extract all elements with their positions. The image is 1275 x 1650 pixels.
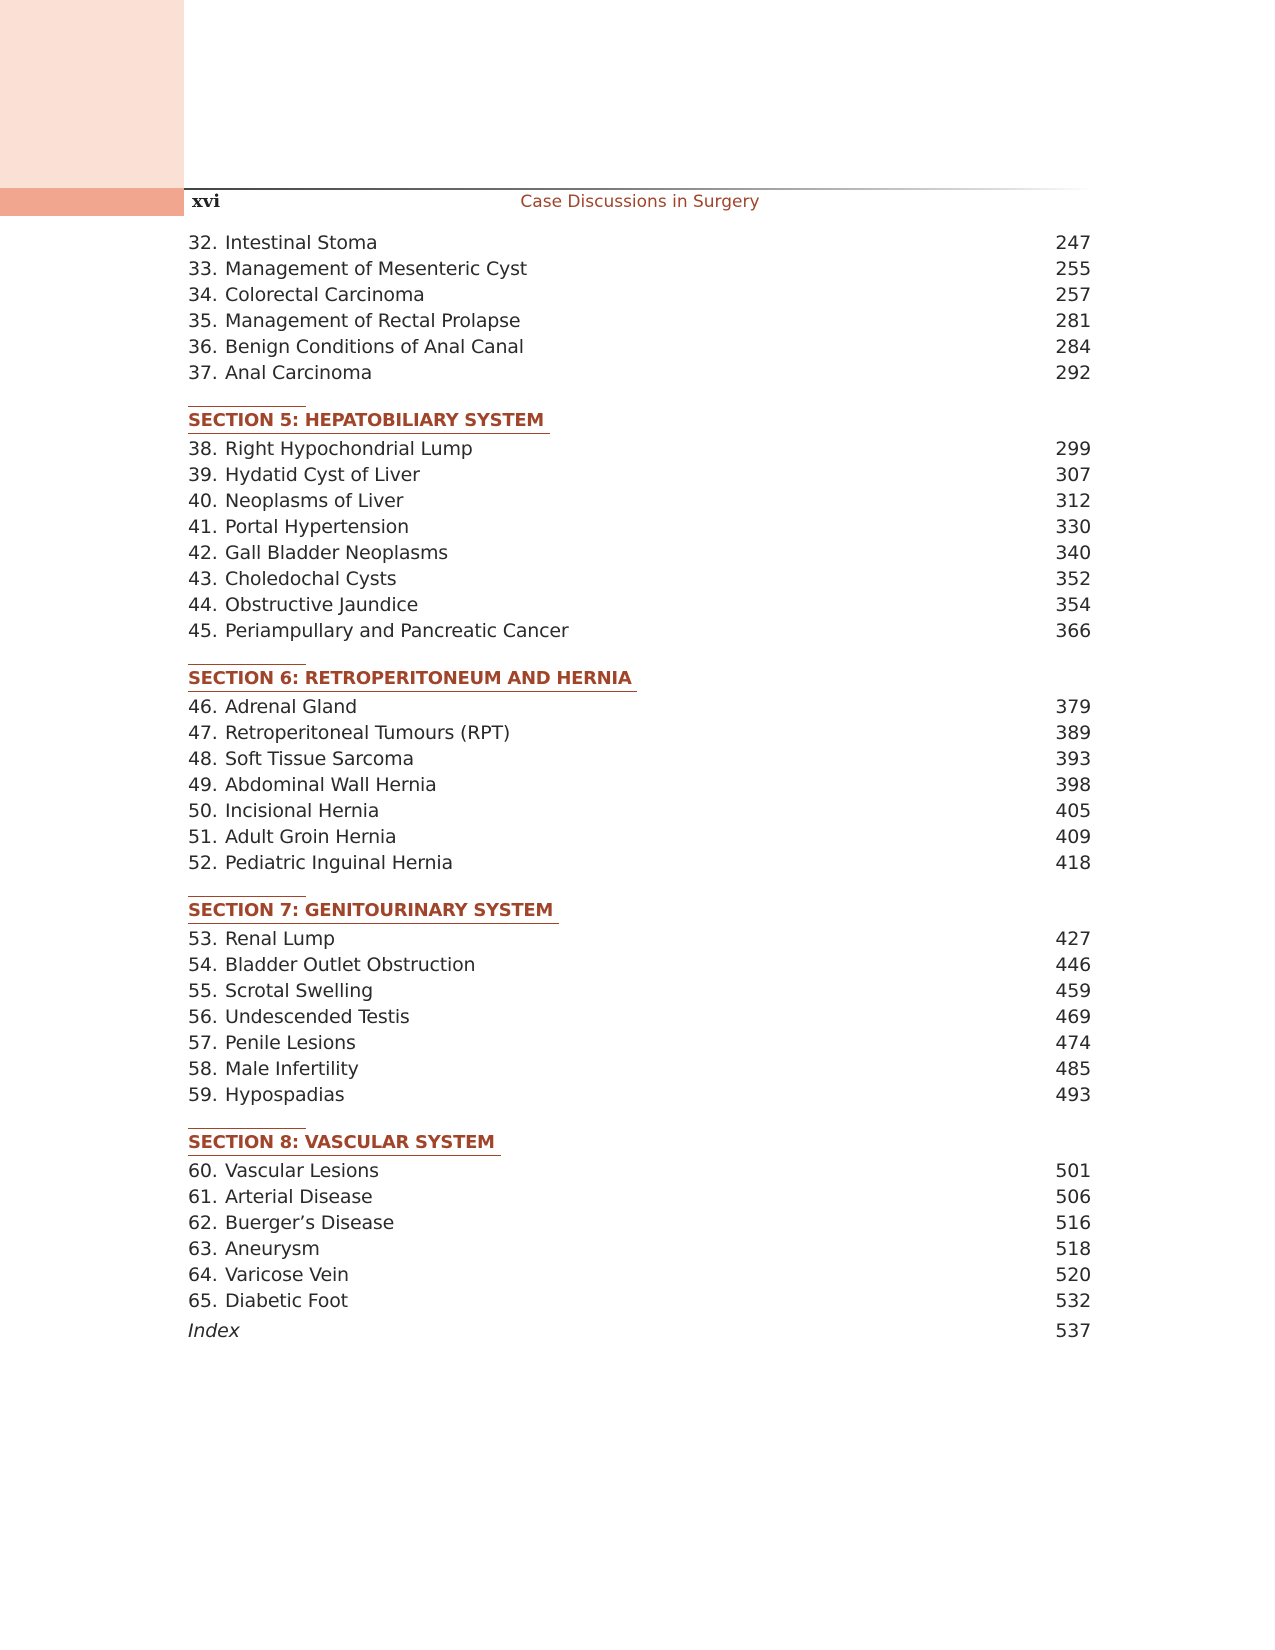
entry-title: Choledochal Cysts xyxy=(225,568,397,590)
toc-entry[interactable] xyxy=(188,1084,1091,1110)
entry-title: Portal Hypertension xyxy=(225,516,409,538)
toc-entry[interactable] xyxy=(188,516,1091,542)
toc-entry[interactable] xyxy=(188,748,1091,774)
entry-number: 34. xyxy=(188,284,218,306)
entry-page: 255 xyxy=(1055,258,1091,280)
entry-page: 284 xyxy=(1055,336,1091,358)
toc-entry[interactable] xyxy=(188,336,1091,362)
entry-title: Incisional Hernia xyxy=(225,800,380,822)
toc-entry[interactable] xyxy=(188,774,1091,800)
entry-page: 352 xyxy=(1055,568,1091,590)
entry-number: 58. xyxy=(188,1058,218,1080)
toc-entry[interactable] xyxy=(188,800,1091,826)
entry-title: Neoplasms of Liver xyxy=(225,490,404,512)
toc-entry[interactable] xyxy=(188,1212,1091,1238)
entry-title: Renal Lump xyxy=(225,928,335,950)
entry-title: Vascular Lesions xyxy=(225,1160,379,1182)
entry-number: 39. xyxy=(188,464,218,486)
section-title: SECTION 6: RETROPERITONEUM AND HERNIA xyxy=(188,668,637,692)
entry-number: 47. xyxy=(188,722,218,744)
section-title: SECTION 8: VASCULAR SYSTEM xyxy=(188,1132,501,1156)
entry-title: Adrenal Gland xyxy=(225,696,357,718)
section-title: SECTION 7: GENITOURINARY SYSTEM xyxy=(188,900,559,924)
entry-page: 516 xyxy=(1055,1212,1091,1234)
section-title: SECTION 5: HEPATOBILIARY SYSTEM xyxy=(188,410,550,434)
toc-entry[interactable] xyxy=(188,438,1091,464)
entry-number: 45. xyxy=(188,620,218,642)
entry-number: 62. xyxy=(188,1212,218,1234)
entry-page: 474 xyxy=(1055,1032,1091,1054)
entry-title: Abdominal Wall Hernia xyxy=(225,774,437,796)
entry-number: 59. xyxy=(188,1084,218,1106)
entry-page: 292 xyxy=(1055,362,1091,384)
toc-entry[interactable] xyxy=(188,852,1091,878)
entry-page: 307 xyxy=(1055,464,1091,486)
toc-entry[interactable] xyxy=(188,826,1091,852)
toc-entry[interactable] xyxy=(188,542,1091,568)
entry-title: Gall Bladder Neoplasms xyxy=(225,542,448,564)
index-page: 537 xyxy=(1055,1320,1091,1342)
running-title: Case Discussions in Surgery xyxy=(520,192,760,212)
toc-entry[interactable] xyxy=(188,284,1091,310)
entry-number: 46. xyxy=(188,696,218,718)
entry-page: 506 xyxy=(1055,1186,1091,1208)
index-entry[interactable] xyxy=(188,1320,1091,1346)
entry-title: Hypospadias xyxy=(225,1084,345,1106)
entry-number: 49. xyxy=(188,774,218,796)
section-heading xyxy=(188,896,559,924)
entry-page: 418 xyxy=(1055,852,1091,874)
entry-page: 520 xyxy=(1055,1264,1091,1286)
entry-page: 354 xyxy=(1055,594,1091,616)
entry-number: 61. xyxy=(188,1186,218,1208)
entry-number: 38. xyxy=(188,438,218,460)
entry-page: 427 xyxy=(1055,928,1091,950)
toc-entry[interactable] xyxy=(188,1032,1091,1058)
toc-entry[interactable] xyxy=(188,1160,1091,1186)
entry-page: 446 xyxy=(1055,954,1091,976)
toc-entry[interactable] xyxy=(188,362,1091,388)
entry-page: 405 xyxy=(1055,800,1091,822)
entry-number: 37. xyxy=(188,362,218,384)
entry-number: 63. xyxy=(188,1238,218,1260)
entry-page: 518 xyxy=(1055,1238,1091,1260)
entry-title: Scrotal Swelling xyxy=(225,980,373,1002)
toc-entry[interactable] xyxy=(188,928,1091,954)
entry-number: 41. xyxy=(188,516,218,538)
corner-decoration xyxy=(0,0,184,188)
toc-entry[interactable] xyxy=(188,594,1091,620)
entry-page: 469 xyxy=(1055,1006,1091,1028)
section-heading xyxy=(188,1128,501,1156)
toc-entry[interactable] xyxy=(188,980,1091,1006)
entry-number: 56. xyxy=(188,1006,218,1028)
entry-number: 65. xyxy=(188,1290,218,1312)
entry-title: Male Infertility xyxy=(225,1058,359,1080)
toc-entry[interactable] xyxy=(188,310,1091,336)
entry-number: 53. xyxy=(188,928,218,950)
toc-entry[interactable] xyxy=(188,258,1091,284)
toc-entry[interactable] xyxy=(188,490,1091,516)
entry-page: 340 xyxy=(1055,542,1091,564)
toc-entry[interactable] xyxy=(188,954,1091,980)
toc-entry[interactable] xyxy=(188,464,1091,490)
index-title: Index xyxy=(188,1320,240,1342)
entry-number: 32. xyxy=(188,232,218,254)
table-of-contents xyxy=(188,232,1091,1346)
entry-title: Benign Conditions of Anal Canal xyxy=(225,336,524,358)
entry-number: 52. xyxy=(188,852,218,874)
entry-title: Anal Carcinoma xyxy=(225,362,373,384)
entry-title: Buerger’s Disease xyxy=(225,1212,395,1234)
toc-entry[interactable] xyxy=(188,722,1091,748)
entry-title: Right Hypochondrial Lump xyxy=(225,438,473,460)
entry-title: Penile Lesions xyxy=(225,1032,356,1054)
entry-number: 43. xyxy=(188,568,218,590)
entry-page: 330 xyxy=(1055,516,1091,538)
entry-number: 54. xyxy=(188,954,218,976)
toc-entry[interactable] xyxy=(188,1006,1091,1032)
entry-number: 36. xyxy=(188,336,218,358)
entry-title: Soft Tissue Sarcoma xyxy=(225,748,414,770)
entry-number: 40. xyxy=(188,490,218,512)
entry-page: 501 xyxy=(1055,1160,1091,1182)
entry-title: Varicose Vein xyxy=(225,1264,349,1286)
entry-page: 257 xyxy=(1055,284,1091,306)
entry-number: 35. xyxy=(188,310,218,332)
entry-number: 60. xyxy=(188,1160,218,1182)
corner-band xyxy=(0,188,184,216)
entry-title: Hydatid Cyst of Liver xyxy=(225,464,420,486)
section-heading xyxy=(188,406,550,434)
toc-entry[interactable] xyxy=(188,1264,1091,1290)
entry-title: Pediatric Inguinal Hernia xyxy=(225,852,453,874)
entry-title: Management of Mesenteric Cyst xyxy=(225,258,528,280)
entry-title: Periampullary and Pancreatic Cancer xyxy=(225,620,569,642)
entry-number: 50. xyxy=(188,800,218,822)
entry-number: 44. xyxy=(188,594,218,616)
entry-title: Undescended Testis xyxy=(225,1006,410,1028)
entry-number: 51. xyxy=(188,826,218,848)
entry-title: Retroperitoneal Tumours (RPT) xyxy=(225,722,511,744)
entry-number: 64. xyxy=(188,1264,218,1286)
entry-number: 55. xyxy=(188,980,218,1002)
entry-title: Management of Rectal Prolapse xyxy=(225,310,521,332)
entry-page: 459 xyxy=(1055,980,1091,1002)
entry-title: Colorectal Carcinoma xyxy=(225,284,425,306)
entry-page: 493 xyxy=(1055,1084,1091,1106)
section-heading xyxy=(188,664,637,692)
entry-page: 532 xyxy=(1055,1290,1091,1312)
page-number: xvi xyxy=(192,191,221,212)
entry-number: 33. xyxy=(188,258,218,280)
entry-title: Intestinal Stoma xyxy=(225,232,378,254)
toc-entry[interactable] xyxy=(188,620,1091,646)
entry-number: 57. xyxy=(188,1032,218,1054)
toc-entry[interactable] xyxy=(188,1238,1091,1264)
entry-page: 398 xyxy=(1055,774,1091,796)
entry-page: 281 xyxy=(1055,310,1091,332)
entry-page: 379 xyxy=(1055,696,1091,718)
entry-title: Bladder Outlet Obstruction xyxy=(225,954,476,976)
toc-entry[interactable] xyxy=(188,232,1091,258)
header-rule xyxy=(184,188,1094,190)
entry-page: 393 xyxy=(1055,748,1091,770)
entry-page: 247 xyxy=(1055,232,1091,254)
entry-page: 366 xyxy=(1055,620,1091,642)
entry-page: 299 xyxy=(1055,438,1091,460)
toc-entry[interactable] xyxy=(188,568,1091,594)
entry-title: Adult Groin Hernia xyxy=(225,826,397,848)
entry-title: Obstructive Jaundice xyxy=(225,594,419,616)
toc-entry[interactable] xyxy=(188,1186,1091,1212)
toc-entry[interactable] xyxy=(188,1058,1091,1084)
entry-title: Arterial Disease xyxy=(225,1186,373,1208)
entry-page: 409 xyxy=(1055,826,1091,848)
entry-number: 42. xyxy=(188,542,218,564)
entry-page: 389 xyxy=(1055,722,1091,744)
entry-page: 485 xyxy=(1055,1058,1091,1080)
toc-entry[interactable] xyxy=(188,696,1091,722)
entry-page: 312 xyxy=(1055,490,1091,512)
entry-title: Diabetic Foot xyxy=(225,1290,348,1312)
entry-number: 48. xyxy=(188,748,218,770)
toc-entry[interactable] xyxy=(188,1290,1091,1316)
entry-title: Aneurysm xyxy=(225,1238,320,1260)
